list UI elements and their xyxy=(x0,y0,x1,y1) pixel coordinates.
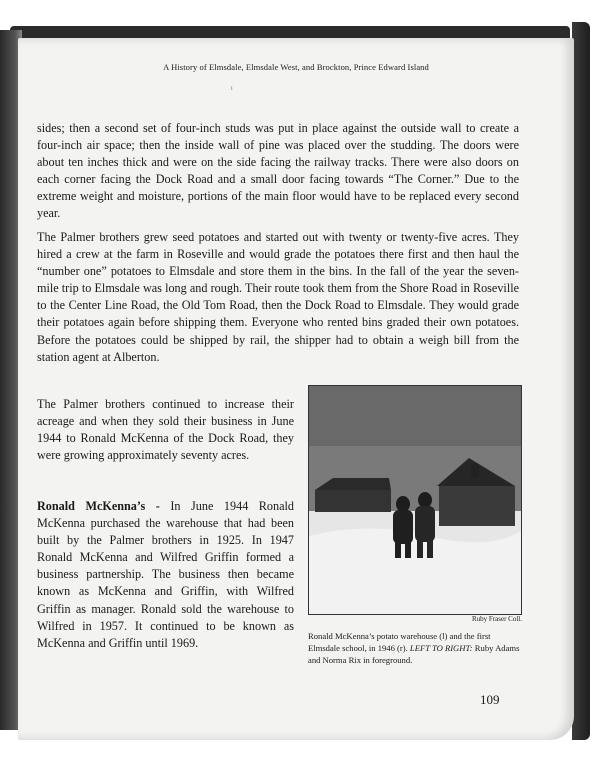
book-page xyxy=(18,38,574,740)
paragraph-ronald-mckenna-text: In June 1944 Ronald McKenna purchased the warehouse that had been built by the Palmer brothers in 1925. In 1947 Ronald McKenna and Wilfred Griffin formed a business partnership. The business then became known as McKenna and Griffin, with Wilfred Griffin as manager. Ronald sold the warehouse to Wilfred in 1957. It continued to be known as McKenna and Griffin until 1969. xyxy=(37,499,295,650)
running-header: A History of Elmsdale, Elmsdale West, and Brockton, Prince Edward Island xyxy=(163,62,429,72)
photo-illustration xyxy=(309,386,521,614)
paragraph-palmer-sale: The Palmer brothers continued to increase their acreage and when they sold their business in June 1944 to Ronald McKenna of the Dock Road, they were growing approximately seventy acres. xyxy=(37,397,294,463)
book-cover-right-edge xyxy=(572,22,590,740)
paragraph-palmer-brothers: The Palmer brothers grew seed potatoes and started out with twenty or twenty-five acres. They hired a crew at the farm in Roseville and would grade the potatoes there first and then haul the “number one” potatoes to Elmsdale and store them in the bins. In the fall of the year the seven-mile trip to Elmsdale was long and rough. Their route took them from the Shore Road in Roseville to the Center Line Road, the Old Tom Road, then the Dock Road to Elmsdale. They would grade their potatoes again before shipping them. Everyone who rented bins graded their own potatoes. Before the potatoes could be shipped by rail, the shipper had to obtain a weigh bill from the station agent at Alberton. xyxy=(37,230,519,364)
photo-credit: Ruby Fraser Coll. xyxy=(472,615,522,623)
caption-text-2: Ruby Adams and Norma Rix in foreground. xyxy=(308,643,520,665)
section-heading-ronald-mckenna: Ronald McKenna’s xyxy=(37,499,146,513)
heading-separator: - xyxy=(145,499,171,513)
page-number: 109 xyxy=(480,692,500,707)
paragraph-warehouse-construction: sides; then a second set of four-inch studs was put in place against the outside wall to create a four-inch air space; then the inside wall of pine was placed over the studding. The doors were about ten inches thick and were on the side facing the railway tracks. There were also doors on each corner facing the Dock Road and a small door facing towards “The Corner.” Due to the extreme weight and moisture, portions of the main floor would have to be replaced every second year. xyxy=(37,121,519,221)
margin-mark: i xyxy=(231,86,233,92)
historic-photo-warehouse-school xyxy=(308,385,522,615)
paragraph-ronald-mckenna xyxy=(37,498,294,652)
caption-text-1: Ronald McKenna’s potato warehouse (l) and the first Elmsdale school, in 1946 (r). xyxy=(308,631,491,653)
caption-italic: LEFT TO RIGHT: xyxy=(409,643,473,653)
photo-caption xyxy=(308,630,522,666)
